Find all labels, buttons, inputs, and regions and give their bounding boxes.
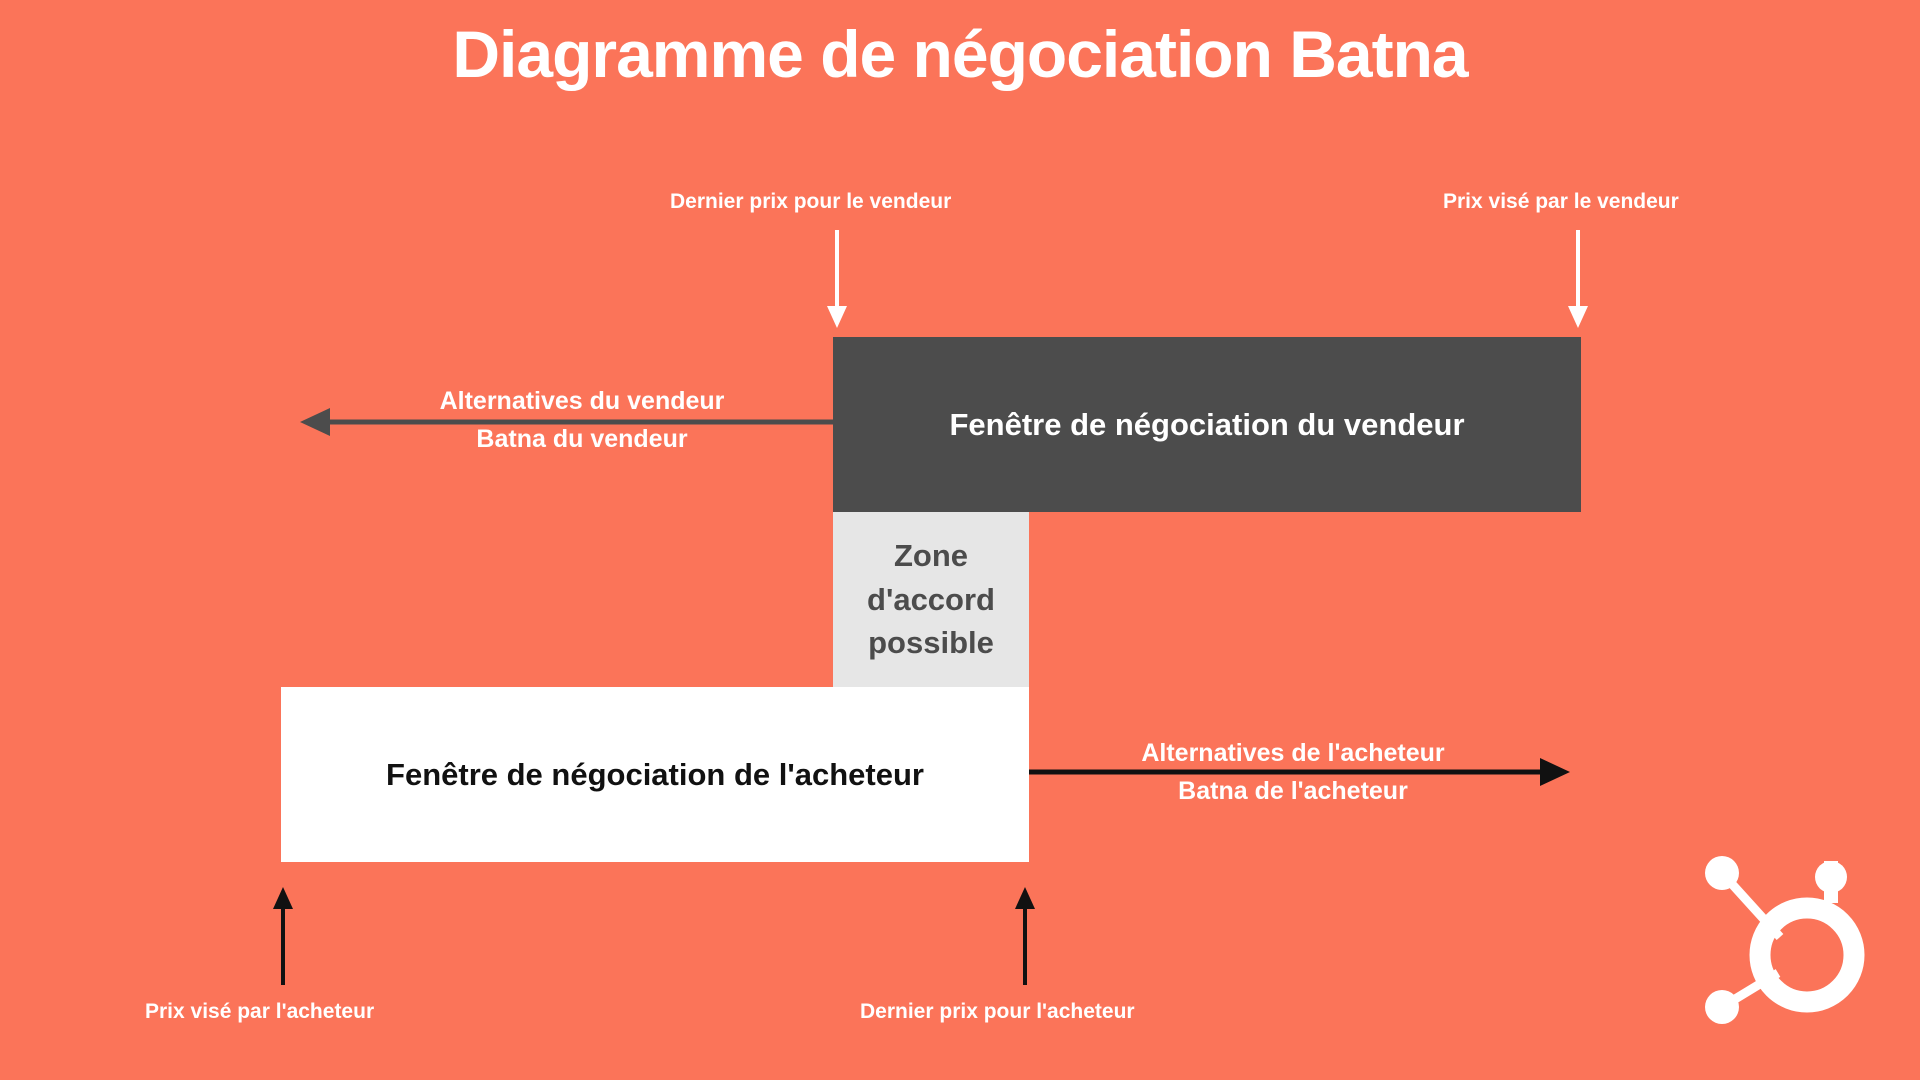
callout-seller-last-price: Dernier prix pour le vendeur [670, 190, 952, 213]
seller-negotiation-window-label: Fenêtre de négociation du vendeur [949, 406, 1465, 442]
arrow-buyer-last-price [1015, 887, 1035, 985]
label-buyer-alternatives [1093, 735, 1493, 810]
hubspot-logo [1700, 855, 1870, 1040]
label-seller-alternatives [398, 383, 766, 458]
seller-negotiation-window [833, 337, 1581, 512]
callout-buyer-last-price: Dernier prix pour l'acheteur [860, 1000, 1135, 1023]
label-buyer-batna-line2: Batna de l'acheteur [1178, 776, 1408, 805]
label-seller-alternatives-line1: Alternatives du vendeur [439, 387, 725, 415]
arrow-seller-last-price [827, 230, 847, 328]
label-buyer-alternatives-line1: Alternatives de l'acheteur [1141, 739, 1445, 767]
arrow-seller-target-price [1568, 230, 1588, 328]
label-seller-batna-line2: Batna du vendeur [476, 424, 688, 453]
callout-buyer-target-price: Prix visé par l'acheteur [145, 1000, 375, 1023]
buyer-negotiation-window-label: Fenêtre de négociation de l'acheteur [386, 756, 924, 792]
buyer-negotiation-window [281, 687, 1029, 862]
callout-seller-target-price: Prix visé par le vendeur [1443, 190, 1679, 213]
zone-of-possible-agreement-label: Zone d'accord possible [867, 538, 995, 661]
page-title: Diagramme de négociation Batna [452, 17, 1468, 91]
zone-of-possible-agreement [833, 512, 1029, 687]
arrow-buyer-target-price [273, 887, 293, 985]
